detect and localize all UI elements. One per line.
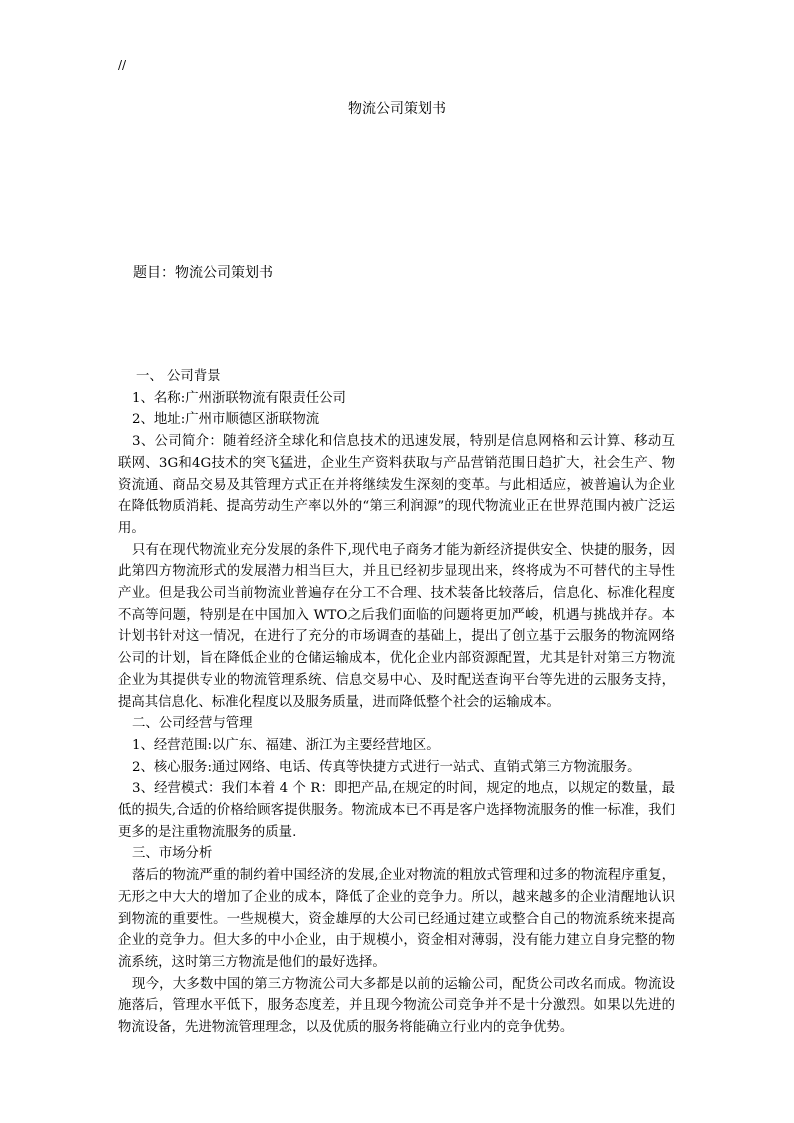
business-model: 3、经营模式：我们本着 4 个 R：即把产品,在规定的时间，规定的地点，以规定的数量，最低的损失,合适的价格给顾客提供服务。物流成本已不再是客户选择物流服务的惟一标准，我们更多的是注重物流服务的质量. — [118, 781, 675, 840]
section-heading-market: 三、市场分析 — [132, 846, 213, 862]
section-heading-operations: 二、公司经营与管理 — [132, 716, 253, 732]
company-address: 2、地址:广州市顺德区浙联物流 — [132, 412, 320, 428]
company-intro: 3、公司简介：随着经济全球化和信息技术的迅速发展，特别是信息网格和云计算、移动互联网、3G和4G技术的突飞猛进，企业生产资料获取与产品营销范围日趋扩大，社会生产、物资流通、商品交易及其管理方式正在并将继续发生深刻的变革。与此相适应，被普遍认为企业在降低物质消耗、提高劳动生产率以外的“第三利润源”的现代物流业正在世界范围内被广泛运用。 — [118, 434, 675, 536]
market-paragraph-1: 落后的物流严重的制约着中国经济的发展,企业对物流的粗放式管理和过多的物流程序重复，无形之中大大的增加了企业的成本，降低了企业的竞争力。所以，越来越多的企业清醒地认识到物流的重要性。一些规模大，资金雄厚的大公司已经通过建立或整合自己的物流系统来提高企业的竞争力。但大多的中小企业，由于规模小，资金相对薄弱，没有能力建立自身完整的物流系统，这时第三方物流是他们的最好选择。 — [118, 868, 675, 970]
subject-line: 题目：物流公司策划书 — [133, 265, 273, 281]
document-title: 物流公司策划书 — [348, 101, 446, 117]
section-heading-background: 一、 公司背景 — [136, 369, 221, 384]
market-paragraph-2: 现今，大多数中国的第三方物流公司大多都是以前的运输公司，配货公司改名而成。物流设施落后，管理水平低下，服务态度差，并且现今物流公司竞争并不是十分激烈。如果以先进的物流设备，先进物流管理理念，以及优质的服务将能确立行业内的竞争优势。 — [118, 976, 675, 1036]
core-services: 2、核心服务:通过网络、电话、传真等快捷方式进行一站式、直销式第三方物流服务。 — [132, 759, 641, 775]
background-paragraph: 只有在现代物流业充分发展的条件下,现代电子商务才能为新经济提供安全、快捷的服务，因此第四方物流形式的发展潜力相当巨大，并且已经初步显现出来，终将成为不可替代的主导性产业。但是我公司当前物流业普遍存在分工不合理、技术装备比较落后，信息化、标准化程度不高等问题，特别是在中国加入 WTO之后我们面临的问题将更加严峻，机遇与挑战并存。本计划书针对这一情况，在进行了充分的市场调查的基础上，提出了创立基于云服务的物流网络公司的计划，旨在降低企业的仓储运输成本，优化企业内部资源配置，尤其是针对第三方物流企业为其提供专业的物流管理系统、信息交易中心、及时配送查询平台等先进的云服务支持，提高其信息化、标准化程度以及服务质量，进而降低整个社会的运输成本。 — [118, 542, 675, 710]
page-mark: // — [118, 58, 127, 72]
document-body — [118, 366, 675, 1039]
company-name: 1、名称:广州浙联物流有限责任公司 — [132, 390, 346, 406]
business-scope: 1、经营范围:以广东、福建、浙江为主要经营地区。 — [132, 737, 440, 753]
